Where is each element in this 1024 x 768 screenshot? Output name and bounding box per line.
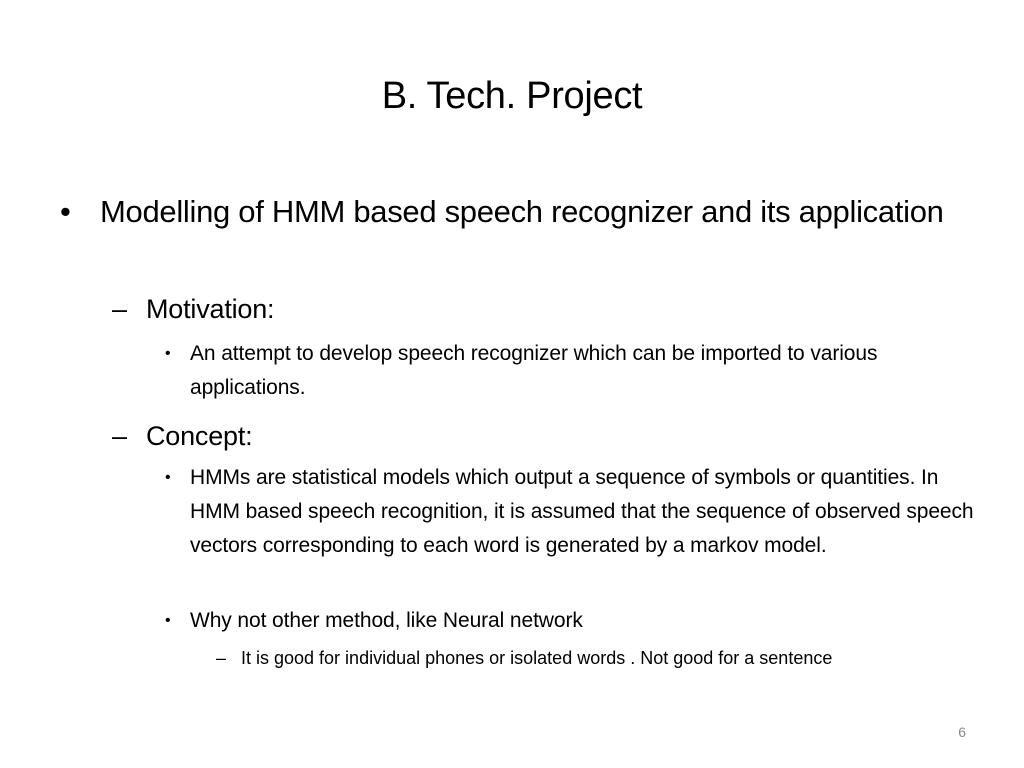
concept-point — [165, 604, 980, 638]
concept-heading — [112, 418, 1006, 454]
bullet-icon: • — [165, 469, 171, 486]
concept-point-text: HMMs are statistical models which output a sequence of symbols or quantities. In HMM based speech recognition, it is assumed that the sequence of observed speech vectors corresponding to each word is generated by a markov model. — [190, 466, 974, 557]
motivation-label: Motivation: — [146, 294, 275, 324]
bullet-icon: • — [165, 612, 171, 629]
concept-label: Concept: — [146, 421, 253, 451]
main-bullet-text: Modelling of HMM based speech recognizer and its application — [100, 194, 944, 229]
concept-point-text: Why not other method, like Neural network — [190, 609, 583, 632]
concept-point — [165, 461, 980, 563]
motivation-point — [165, 337, 980, 405]
dash-icon: – — [216, 648, 227, 668]
main-bullet-item — [60, 190, 1000, 234]
motivation-point-text: An attempt to develop speech recognizer which can be imported to various applications. — [190, 342, 878, 399]
concept-sub-point — [216, 644, 981, 672]
dash-icon: – — [112, 421, 127, 451]
concept-sub-point-text: It is good for individual phones or isolated words . Not good for a sentence — [241, 648, 833, 668]
slide-title: B. Tech. Project — [381, 75, 643, 117]
bullet-icon: • — [165, 345, 171, 362]
bullet-icon: • — [60, 194, 71, 229]
motivation-heading — [112, 291, 1006, 327]
page-number: 6 — [958, 724, 966, 740]
dash-icon: – — [112, 294, 127, 324]
